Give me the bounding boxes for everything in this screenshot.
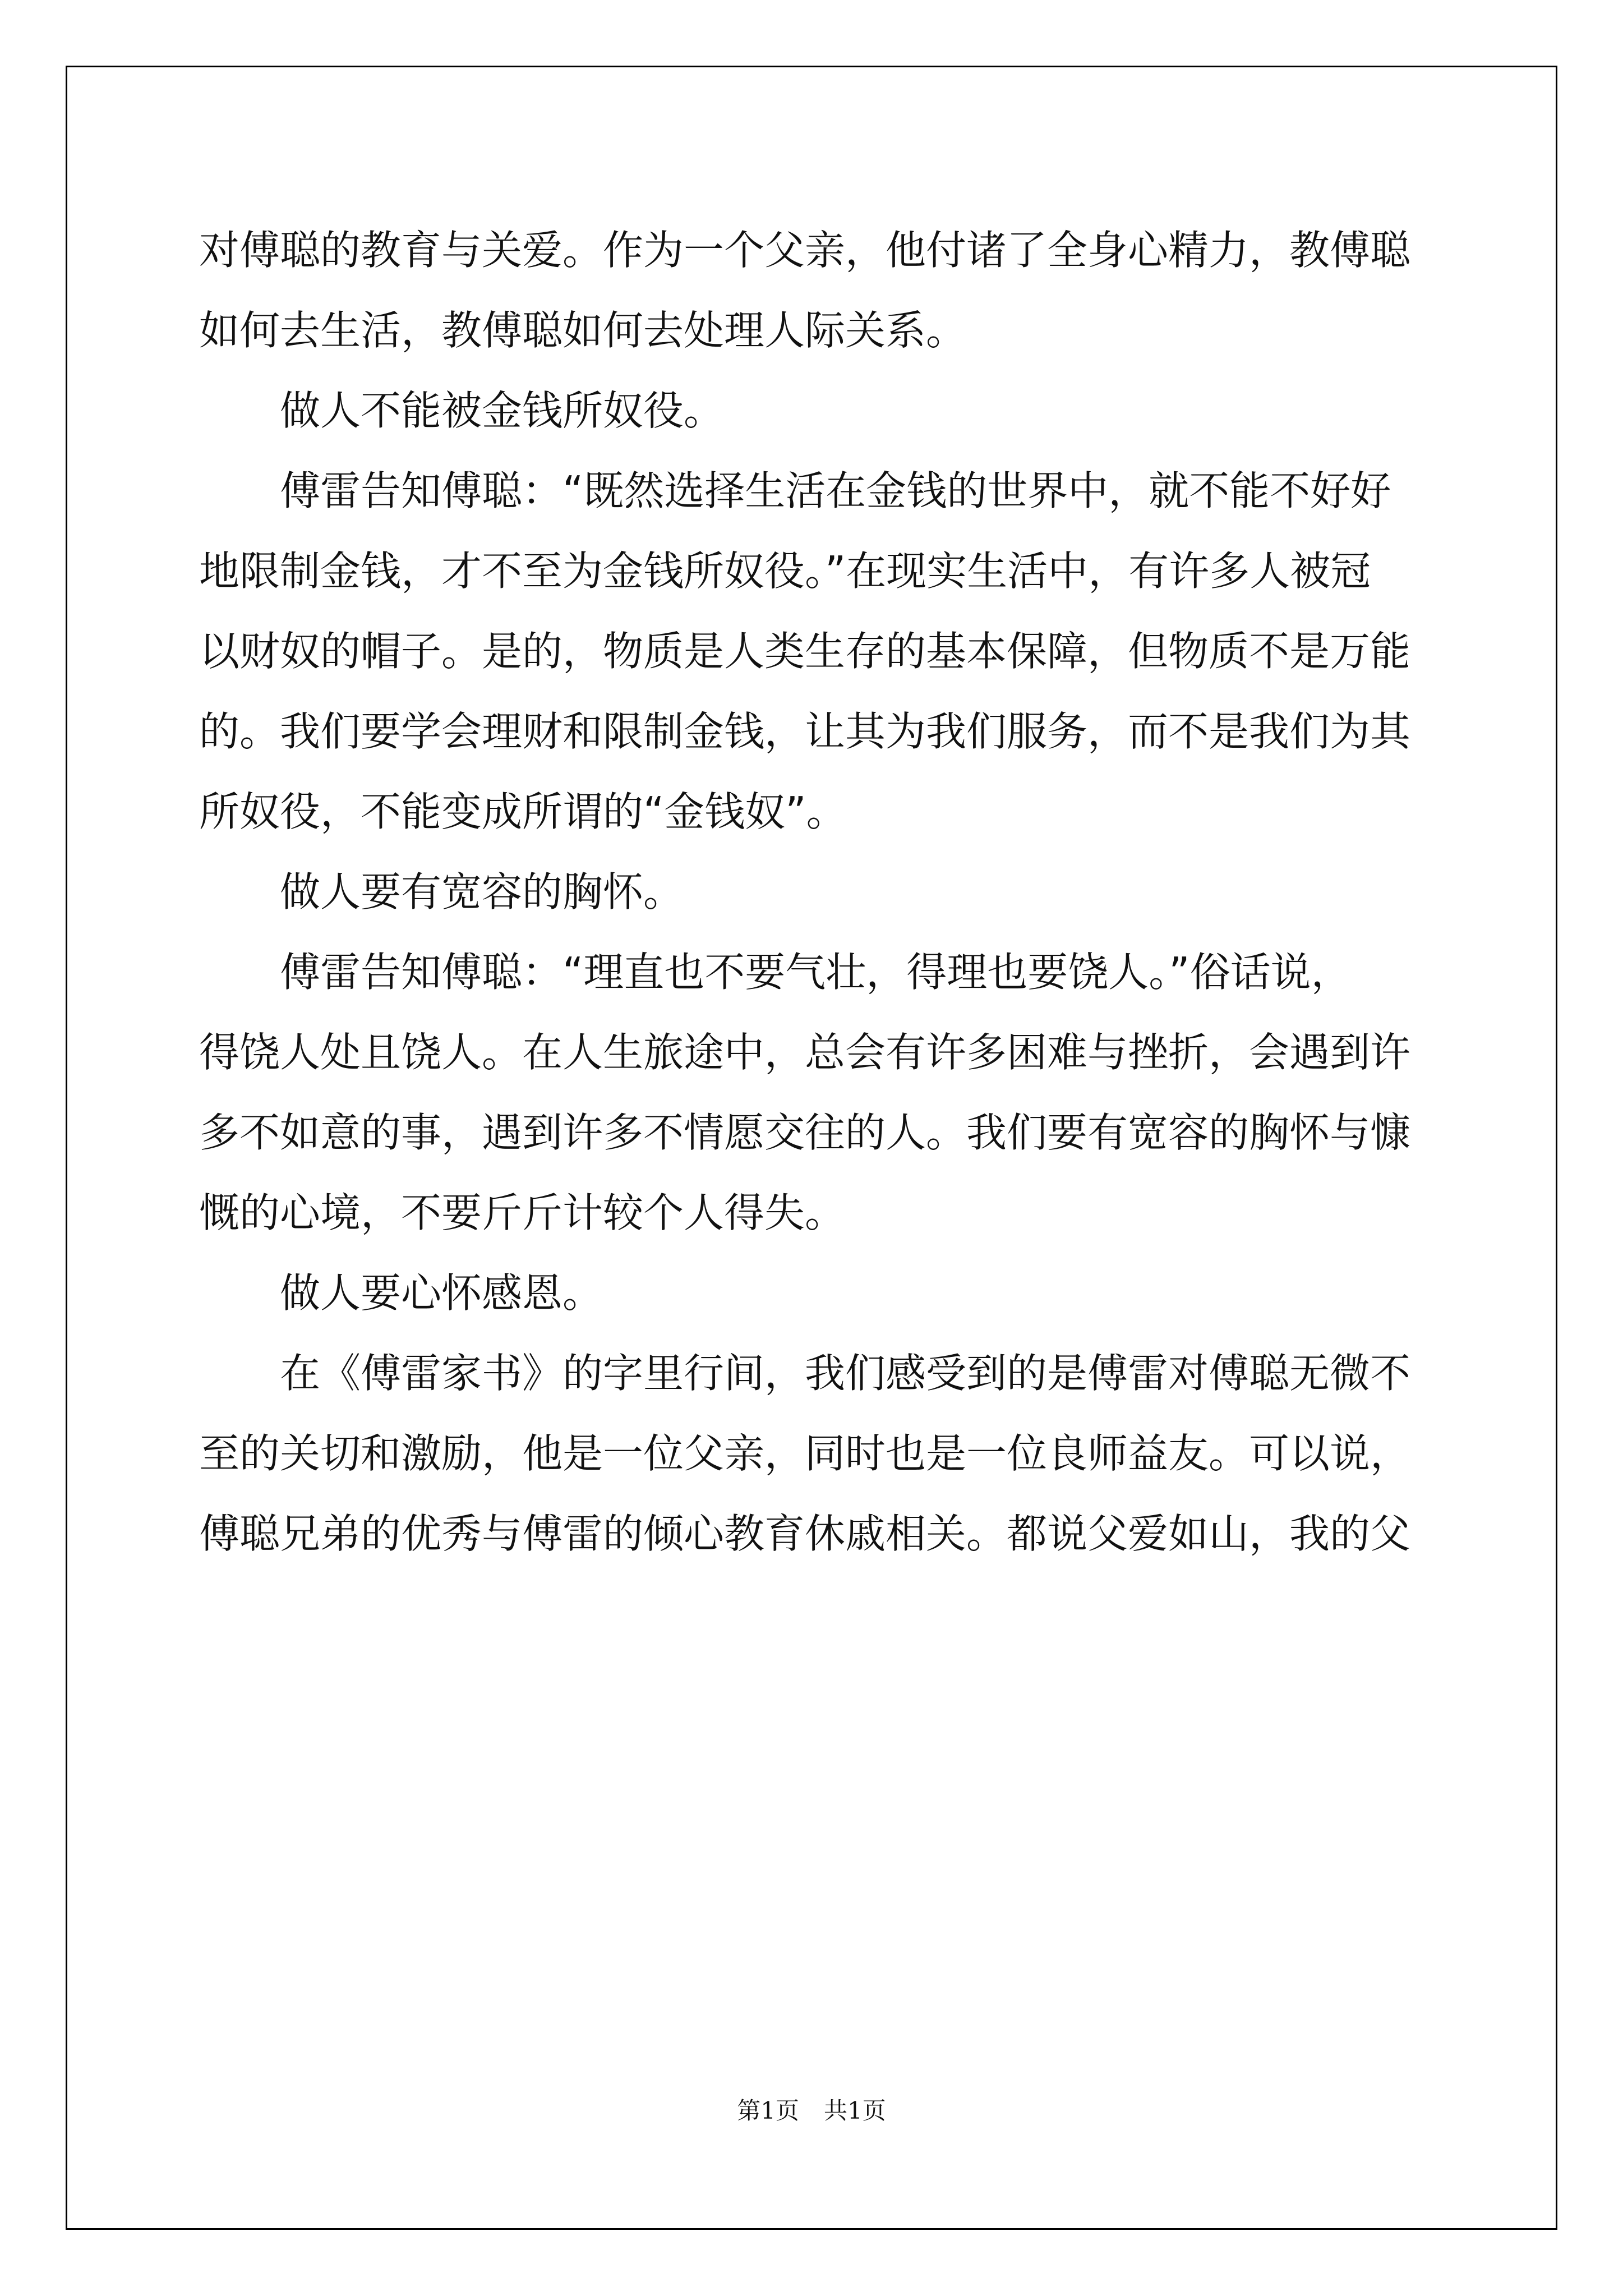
text-line: 至的关切和激励，他是一位父亲，同时也是一位良师益友。可以说，	[199, 1430, 1411, 1477]
text-line: 傅雷告知傅聪：“既然选择生活在金钱的世界中，就不能不好好	[280, 467, 1391, 514]
text-line: 傅雷告知傅聪：“理直也不要气壮，得理也要饶人。”俗话说，	[280, 949, 1352, 996]
text-line: 得饶人处且饶人。在人生旅途中，总会有许多困难与挫折，会遇到许	[199, 1029, 1411, 1076]
text-line: 如何去生活，教傅聪如何去处理人际关系。	[199, 307, 967, 354]
paragraph	[199, 451, 1427, 852]
text-line: 多不如意的事，遇到许多不情愿交往的人。我们要有宽容的胸怀与慷	[199, 1109, 1411, 1156]
text-line: 傅聪兄弟的优秀与傅雷的倾心教育休戚相关。都说父爱如山，我的父	[199, 1510, 1411, 1557]
text-line: 以财奴的帽子。是的，物质是人类生存的基本保障，但物质不是万能	[199, 628, 1411, 675]
page-number: 第1页	[737, 2097, 799, 2124]
section-heading	[199, 371, 1427, 451]
page-footer	[0, 2097, 1623, 2125]
text-line: 慨的心境，不要斤斤计较个人得失。	[199, 1189, 846, 1236]
paragraph	[199, 210, 1427, 371]
text-line: 在《傅雷家书》的字里行间，我们感受到的是傅雷对傅聪无微不	[280, 1350, 1411, 1397]
page-count: 共1页	[824, 2097, 886, 2124]
text-line: 做人要有宽容的胸怀。	[280, 868, 684, 915]
document-body	[199, 210, 1427, 1574]
paragraph	[199, 1333, 1427, 1574]
section-heading	[199, 852, 1427, 932]
text-line: 做人要心怀感恩。	[280, 1269, 603, 1317]
text-line: 做人不能被金钱所奴役。	[280, 387, 725, 434]
text-line: 地限制金钱，才不至为金钱所奴役。”在现实生活中，有许多人被冠	[199, 547, 1371, 595]
paragraph	[199, 932, 1427, 1253]
text-line: 所奴役，不能变成所谓的“金钱奴”。	[199, 788, 847, 835]
text-line: 对傅聪的教育与关爱。作为一个父亲，他付诸了全身心精力，教傅聪	[199, 227, 1411, 274]
text-line: 的。我们要学会理财和限制金钱，让其为我们服务，而不是我们为其	[199, 708, 1411, 755]
section-heading	[199, 1253, 1427, 1333]
